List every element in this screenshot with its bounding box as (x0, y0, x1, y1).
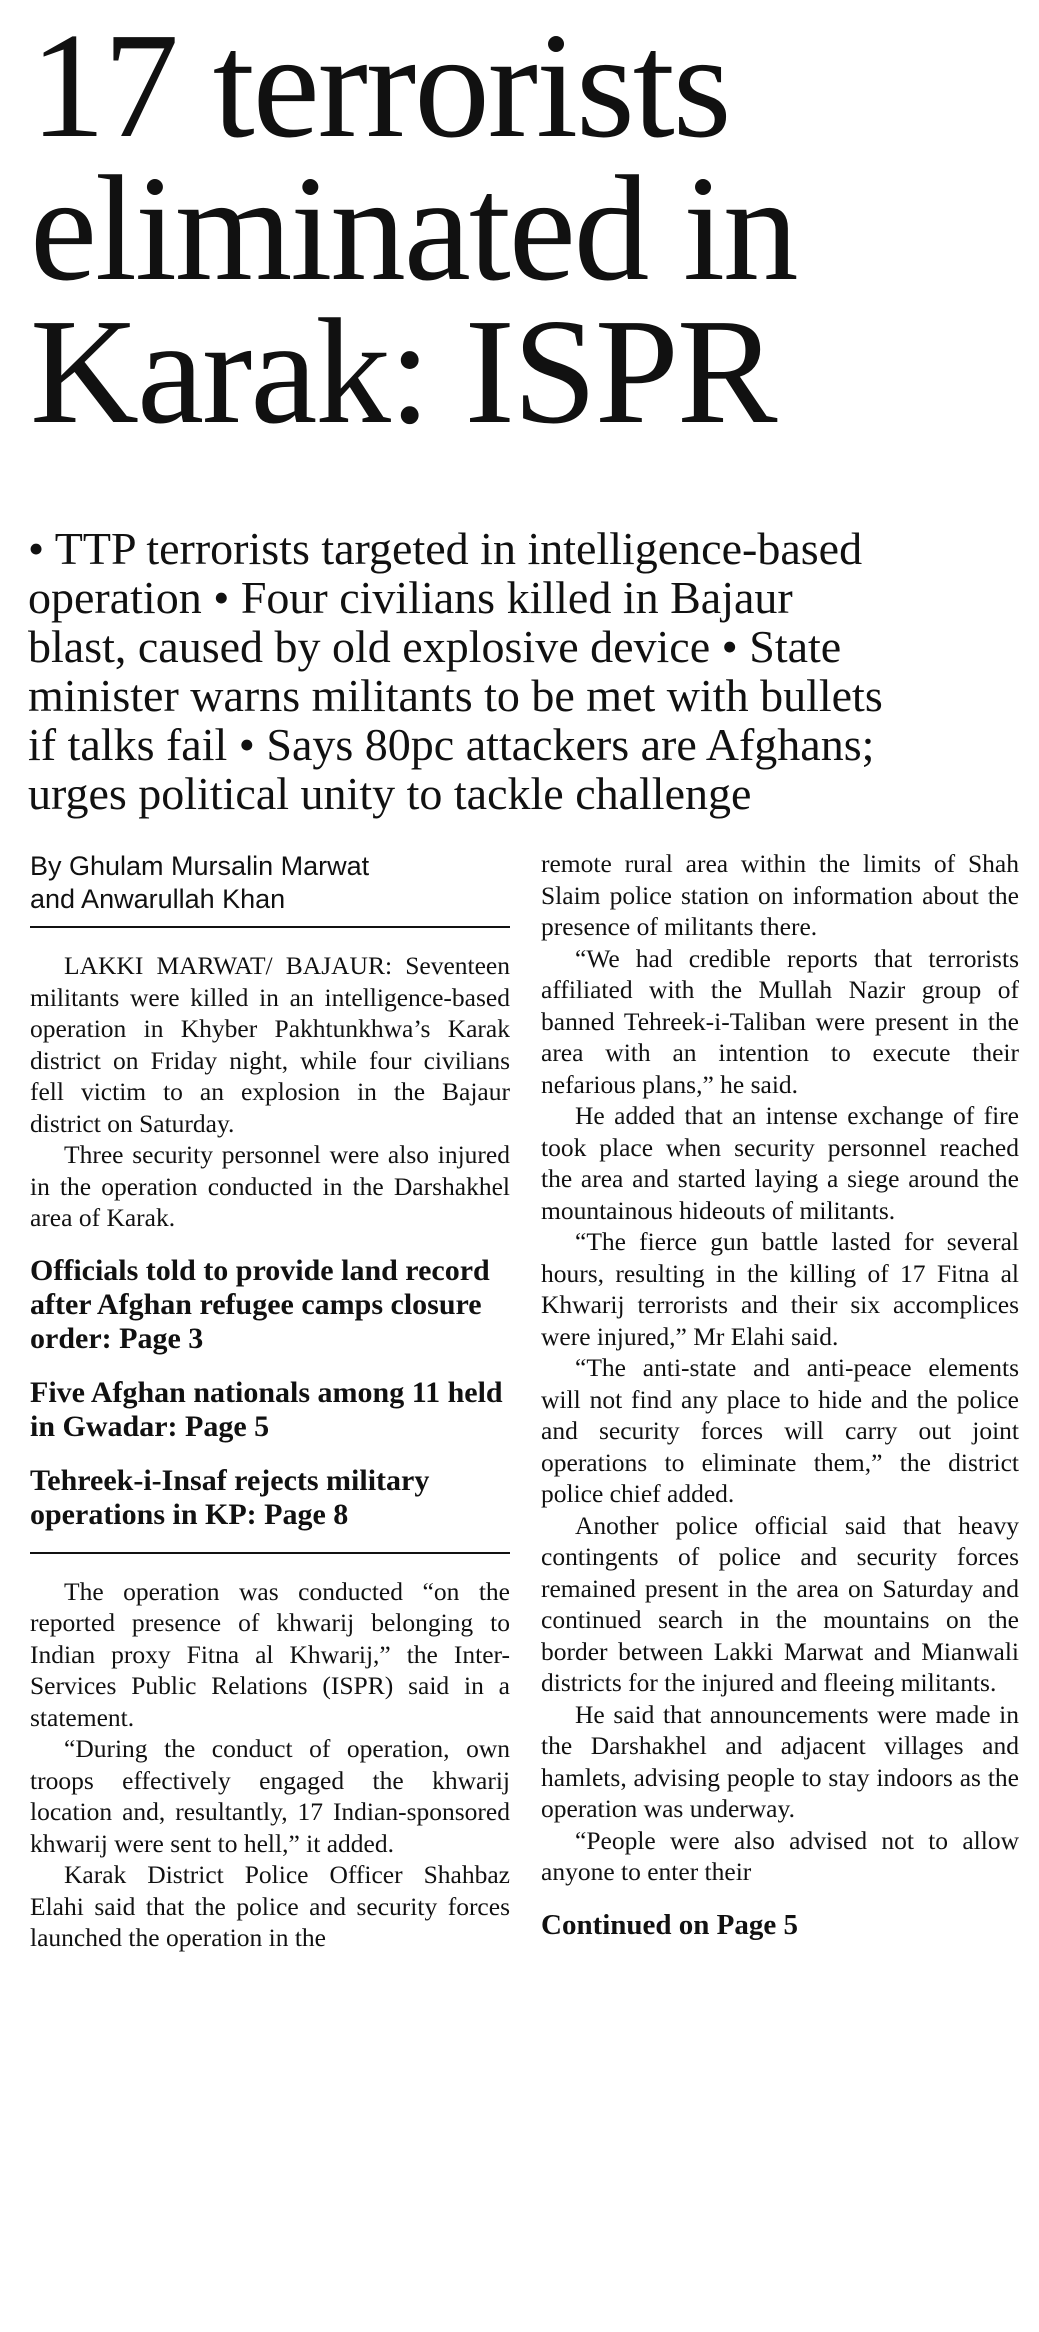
teaser-link[interactable]: Tehreek-i-Insaf rejects military operations in KP: Page 8 (30, 1463, 430, 1531)
headline-line: eliminated in (30, 144, 797, 312)
deck-line: blast, caused by old explosive device • State (28, 621, 842, 672)
byline-divider (30, 926, 510, 928)
deck-line: • TTP terrorists targeted in intelligence-based (28, 523, 863, 574)
deck-summary (28, 524, 1036, 818)
story-intro (30, 950, 510, 1234)
headline (30, 1, 1030, 455)
left-column (30, 850, 510, 1954)
continued-link[interactable]: Continued on Page 5 (541, 1908, 799, 1941)
story-paragraph: “The fierce gun battle lasted for several hours, resulting in the killing of 17 Fitna al Khwarij terrorists and their six accomplices were injured,” Mr Elahi said. (541, 1227, 1019, 1351)
story-body-left (30, 1576, 510, 1954)
story-paragraph: Another police official said that heavy contingents of police and security forces remained present in the area on Saturday and continued search in the mountains on the border between Lakki Marwat and Mianwali districts for the injured and fleeing militants. (541, 1510, 1019, 1697)
story-paragraph: remote rural area within the limits of Shah Slaim police station on information about the presence of militants there. (541, 849, 1019, 941)
story-paragraph: LAKKI MARWAT/ BAJAUR: Seventeen militants were killed in an intelligence-based operation in Khyber Pakhtunkhwa’s Karak district on Friday night, while four civilians fell victim to an explosion in the Bajaur district on Saturday. (30, 951, 510, 1138)
story-paragraph: “During the conduct of operation, own troops effectively engaged the khwarij location and, resultantly, 17 Indian-sponsored khwarij were sent to hell,” it added. (30, 1734, 510, 1858)
byline (30, 850, 510, 916)
teaser-link[interactable]: Five Afghan nationals among 11 held in Gwadar: Page 5 (30, 1375, 503, 1443)
story-paragraph: He added that an intense exchange of fire took place when security personnel reached the area and started laying a siege around the mountainous hideouts of militants. (541, 1101, 1019, 1225)
story-body-right (541, 848, 1019, 1888)
story-paragraph: “We had credible reports that terrorists affiliated with the Mullah Nazir group of banned Tehreek-i-Taliban were present in the area with an intention to execute their nefarious plans,” he said. (541, 943, 1019, 1099)
headline-line: Karak: ISPR (30, 287, 776, 455)
story-paragraph: “The anti-state and anti-peace elements will not find any place to hide and the police and security forces will carry out joint operations to eliminate them,” the district police chief added. (541, 1353, 1019, 1508)
story-paragraph: “People were also advised not to allow anyone to enter their (541, 1825, 1019, 1886)
story-paragraph: Three security personnel were also injured in the operation conducted in the Darshakhel area of Karak. (30, 1140, 510, 1232)
story-paragraph: He said that announcements were made in the Darshakhel and adjacent villages and hamlets, advising people to stay indoors as the operation was underway. (541, 1699, 1019, 1823)
deck-line: if talks fail • Says 80pc attackers are Afghans; (28, 719, 875, 770)
byline-line: and Anwarullah Khan (30, 884, 286, 914)
deck-line: minister warns militants to be met with bullets (28, 670, 883, 721)
story-paragraph: Karak District Police Officer Shahbaz Elahi said that the police and security forces launched the operation in the (30, 1860, 510, 1952)
story-paragraph: The operation was conducted “on the reported presence of khwarij belonging to Indian proxy Fitna al Khwarij,” the Inter-Services Public Relations (ISPR) said in a statement. (30, 1576, 510, 1732)
related-stories (30, 1254, 510, 1532)
byline-line: By Ghulam Mursalin Marwat (30, 851, 370, 881)
deck-line: urges political unity to tackle challenge (28, 768, 752, 819)
teaser-divider (30, 1552, 510, 1554)
headline-line: 17 terrorists (30, 1, 730, 169)
right-column (541, 848, 1019, 1942)
deck-line: operation • Four civilians killed in Bajaur (28, 572, 793, 623)
teaser-link[interactable]: Officials told to provide land record after Afghan refugee camps closure order: Page 3 (30, 1253, 490, 1355)
